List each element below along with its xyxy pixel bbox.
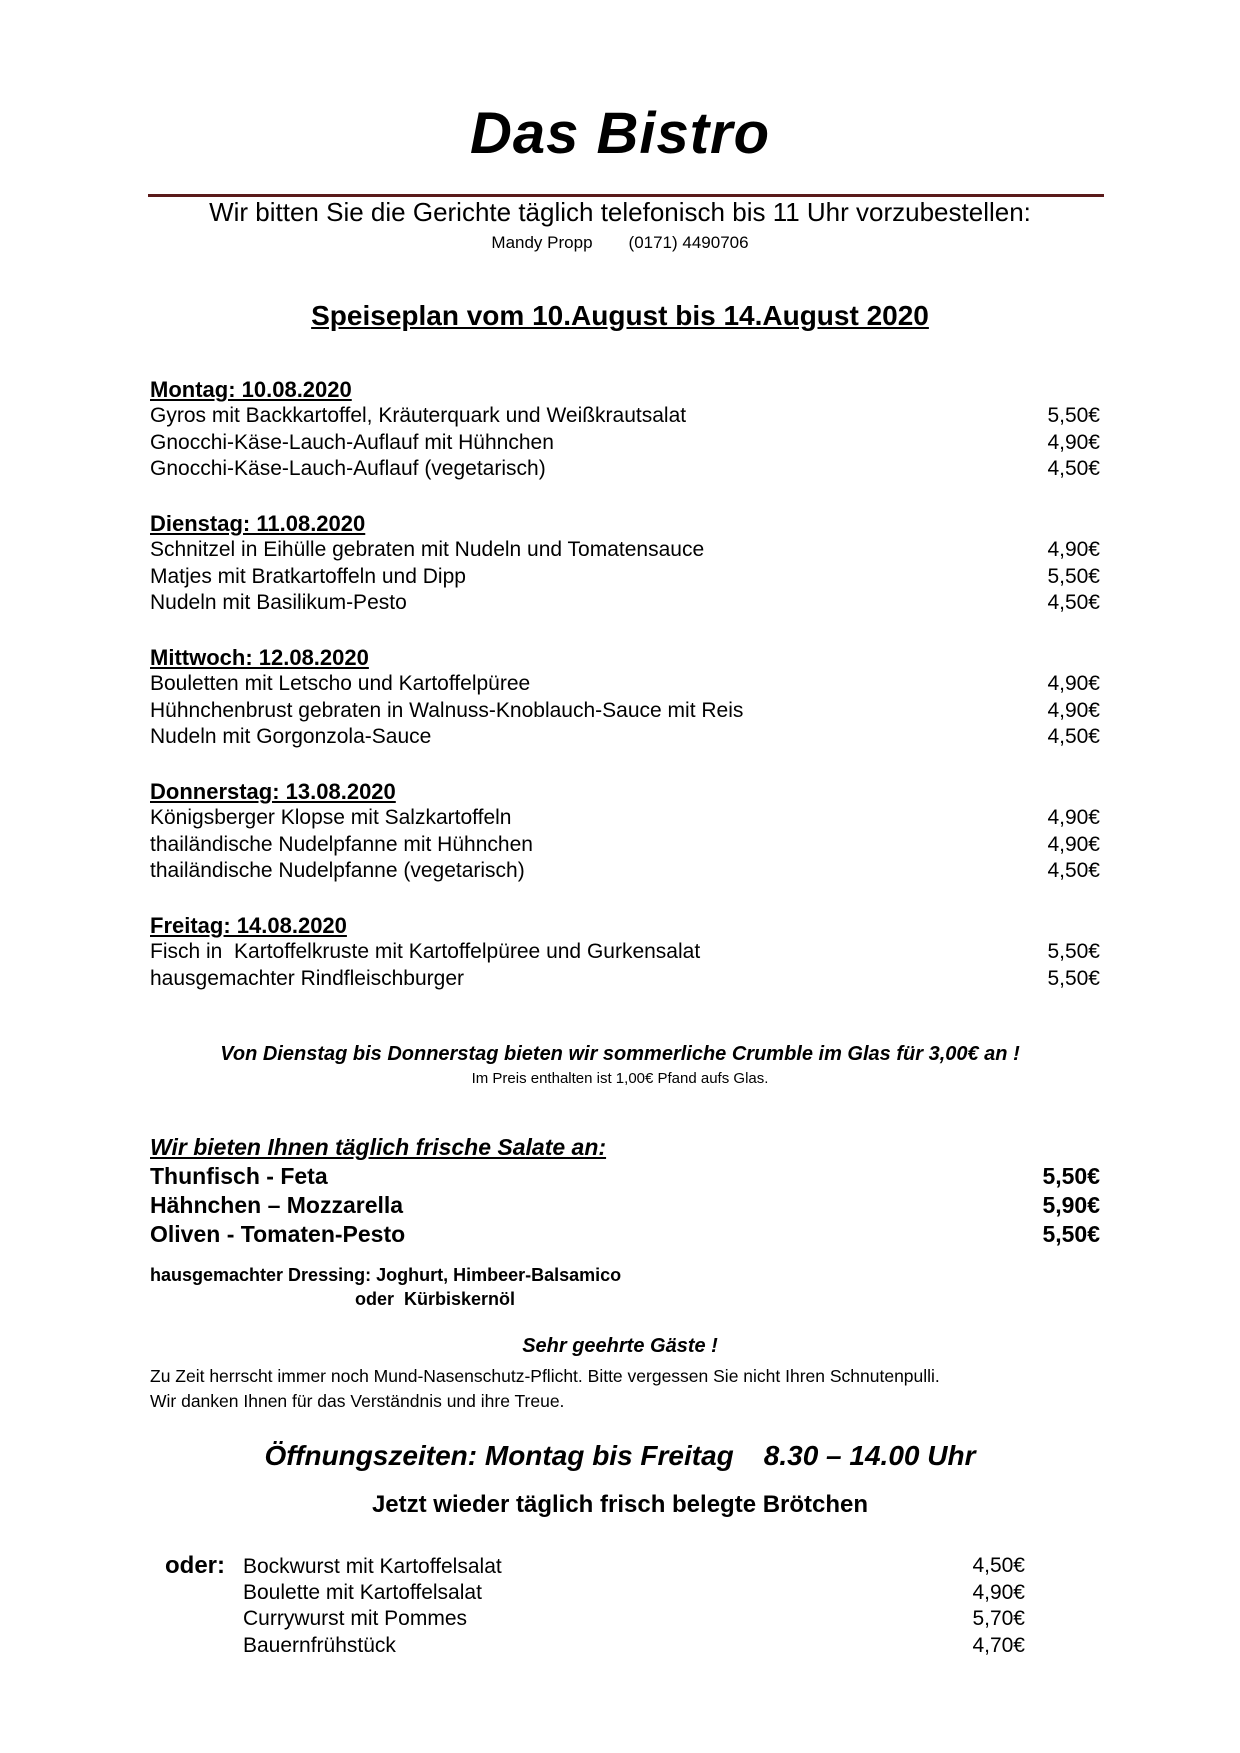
dish-name: Gyros mit Backkartoffel, Kräuterquark und Weißkrautsalat: [150, 404, 687, 427]
dressing-options: hausgemachter Dressing: Joghurt, Himbeer-Balsamico: [150, 1265, 622, 1285]
dish-name: Schnitzel in Eihülle gebraten mit Nudeln und Tomatensauce: [150, 538, 705, 561]
dish-price: 5,50€: [1047, 564, 1100, 588]
dish-price: 5,50€: [1047, 966, 1100, 990]
day-heading: Freitag: 14.08.2020: [150, 913, 347, 938]
dish-name: thailändische Nudelpfanne (vegetarisch): [150, 859, 525, 882]
dressing-options-alt: oder Kürbiskernöl: [355, 1289, 516, 1309]
menu-item: [150, 858, 1100, 885]
dish-price: 4,50€: [1047, 725, 1100, 748]
contact-line: [0, 233, 1240, 253]
day-section-thursday: [150, 778, 1100, 885]
day-section-monday: [150, 376, 1100, 483]
contact-phone: (0171) 4490706: [628, 233, 749, 252]
dish-price: 4,90€: [1047, 698, 1100, 722]
extra-name: Boulette mit Kartoffelsalat: [243, 1580, 482, 1604]
guests-heading: Sehr geehrte Gäste !: [522, 1335, 718, 1357]
salads-heading: Wir bieten Ihnen täglich frische Salate an:: [150, 1134, 607, 1160]
menu-item: [150, 805, 1100, 832]
salad-price: 5,50€: [1042, 1163, 1100, 1189]
salad-name: Thunfisch - Feta: [150, 1163, 328, 1189]
extra-item: [165, 1606, 1025, 1633]
menu-item: [150, 590, 1100, 617]
menu-item: [150, 698, 1100, 725]
menu-item: [150, 564, 1100, 591]
dish-name: Matjes mit Bratkartoffeln und Dipp: [150, 564, 466, 588]
salad-item: [150, 1220, 1100, 1249]
contact-name: Mandy Propp: [491, 233, 593, 252]
extra-price: 4,90€: [972, 1580, 1025, 1604]
dish-name: Fisch in Kartoffelkruste mit Kartoffelpüree und Gurkensalat: [150, 940, 701, 963]
menu-item: [150, 724, 1100, 751]
extra-price: 4,70€: [972, 1633, 1025, 1657]
crumble-offer: Von Dienstag bis Donnerstag bieten wir sommerliche Crumble im Glas für 3,00€ an !: [220, 1043, 1020, 1065]
salad-name: Oliven - Tomaten-Pesto: [150, 1221, 406, 1247]
extra-price: 4,50€: [972, 1554, 1025, 1577]
dish-name: Nudeln mit Basilikum-Pesto: [150, 591, 407, 614]
restaurant-title: Das Bistro: [469, 101, 771, 166]
extra-price: 5,70€: [972, 1607, 1025, 1630]
dish-price: 4,90€: [1047, 538, 1100, 561]
salad-item: [150, 1162, 1100, 1191]
mask-notice: Zu Zeit herrscht immer noch Mund-Nasenschutz-Pflicht. Bitte vergessen Sie nicht Ihren Schnutenpulli.: [150, 1366, 940, 1386]
thanks-notice: Wir danken Ihnen für das Verständnis und ihre Treue.: [150, 1391, 565, 1411]
day-section-wednesday: [150, 644, 1100, 751]
dish-name: thailändische Nudelpfanne mit Hühnchen: [150, 832, 533, 856]
salad-item: [150, 1191, 1100, 1220]
dish-name: Nudeln mit Gorgonzola-Sauce: [150, 725, 432, 748]
extra-item: [165, 1553, 1025, 1580]
day-heading: Montag: 10.08.2020: [150, 377, 352, 402]
dish-price: 4,90€: [1047, 832, 1100, 856]
day-section-friday: [150, 912, 1100, 992]
menu-item: [150, 832, 1100, 859]
dish-name: Gnocchi-Käse-Lauch-Auflauf (vegetarisch): [150, 457, 546, 480]
dish-price: 5,50€: [1047, 940, 1100, 963]
dish-price: 4,50€: [1047, 591, 1100, 614]
extra-name: Bockwurst mit Kartoffelsalat: [243, 1555, 502, 1578]
menu-item: [150, 537, 1100, 564]
day-heading: Mittwoch: 12.08.2020: [150, 645, 369, 670]
dish-name: hausgemachter Rindfleischburger: [150, 966, 465, 990]
dish-name: Hühnchenbrust gebraten in Walnuss-Knoblauch-Sauce mit Reis: [150, 698, 744, 722]
dish-name: Bouletten mit Letscho und Kartoffelpüree: [150, 672, 531, 695]
extra-item: [165, 1580, 1025, 1607]
extra-name: Bauernfrühstück: [243, 1633, 396, 1657]
dish-name: Königsberger Klopse mit Salzkartoffeln: [150, 806, 512, 829]
menu-item: [150, 966, 1100, 993]
dish-price: 4,90€: [1047, 430, 1100, 454]
opening-hours-time: 8.30 – 14.00 Uhr: [763, 1440, 976, 1471]
day-heading: Dienstag: 11.08.2020: [150, 511, 366, 536]
dish-price: 4,50€: [1047, 859, 1100, 882]
menu-item: [150, 939, 1100, 966]
dish-price: 4,90€: [1047, 806, 1100, 829]
menu-item: [150, 430, 1100, 457]
dish-price: 5,50€: [1047, 404, 1100, 427]
dish-price: 4,90€: [1047, 672, 1100, 695]
salad-name: Hähnchen – Mozzarella: [150, 1192, 404, 1218]
menu-item: [150, 456, 1100, 483]
salad-price: 5,50€: [1042, 1221, 1100, 1247]
crumble-deposit-note: Im Preis enthalten ist 1,00€ Pfand aufs Glas.: [471, 1070, 769, 1087]
extra-name: Currywurst mit Pommes: [243, 1607, 468, 1630]
dish-name: Gnocchi-Käse-Lauch-Auflauf mit Hühnchen: [150, 430, 554, 454]
opening-hours: [0, 1440, 1240, 1472]
menu-plan-title: Speiseplan vom 10.August bis 14.August 2020: [311, 300, 929, 331]
extras-label: oder:: [165, 1552, 225, 1579]
salads-list: [150, 1162, 1100, 1249]
salad-price: 5,90€: [1042, 1192, 1100, 1218]
day-heading: Donnerstag: 13.08.2020: [150, 779, 396, 804]
extra-item: [165, 1633, 1025, 1660]
rolls-note: Jetzt wieder täglich frisch belegte Brötchen: [371, 1491, 869, 1518]
opening-hours-label: Öffnungszeiten: Montag bis Freitag: [264, 1440, 734, 1471]
menu-item: [150, 671, 1100, 698]
day-section-tuesday: [150, 510, 1100, 617]
extra-dishes: [165, 1553, 1025, 1659]
preorder-note: Wir bitten Sie die Gerichte täglich telefonisch bis 11 Uhr vorzubestellen:: [209, 197, 1031, 227]
dish-price: 4,50€: [1047, 457, 1100, 480]
guests-notice: [150, 1364, 940, 1414]
menu-item: [150, 403, 1100, 430]
